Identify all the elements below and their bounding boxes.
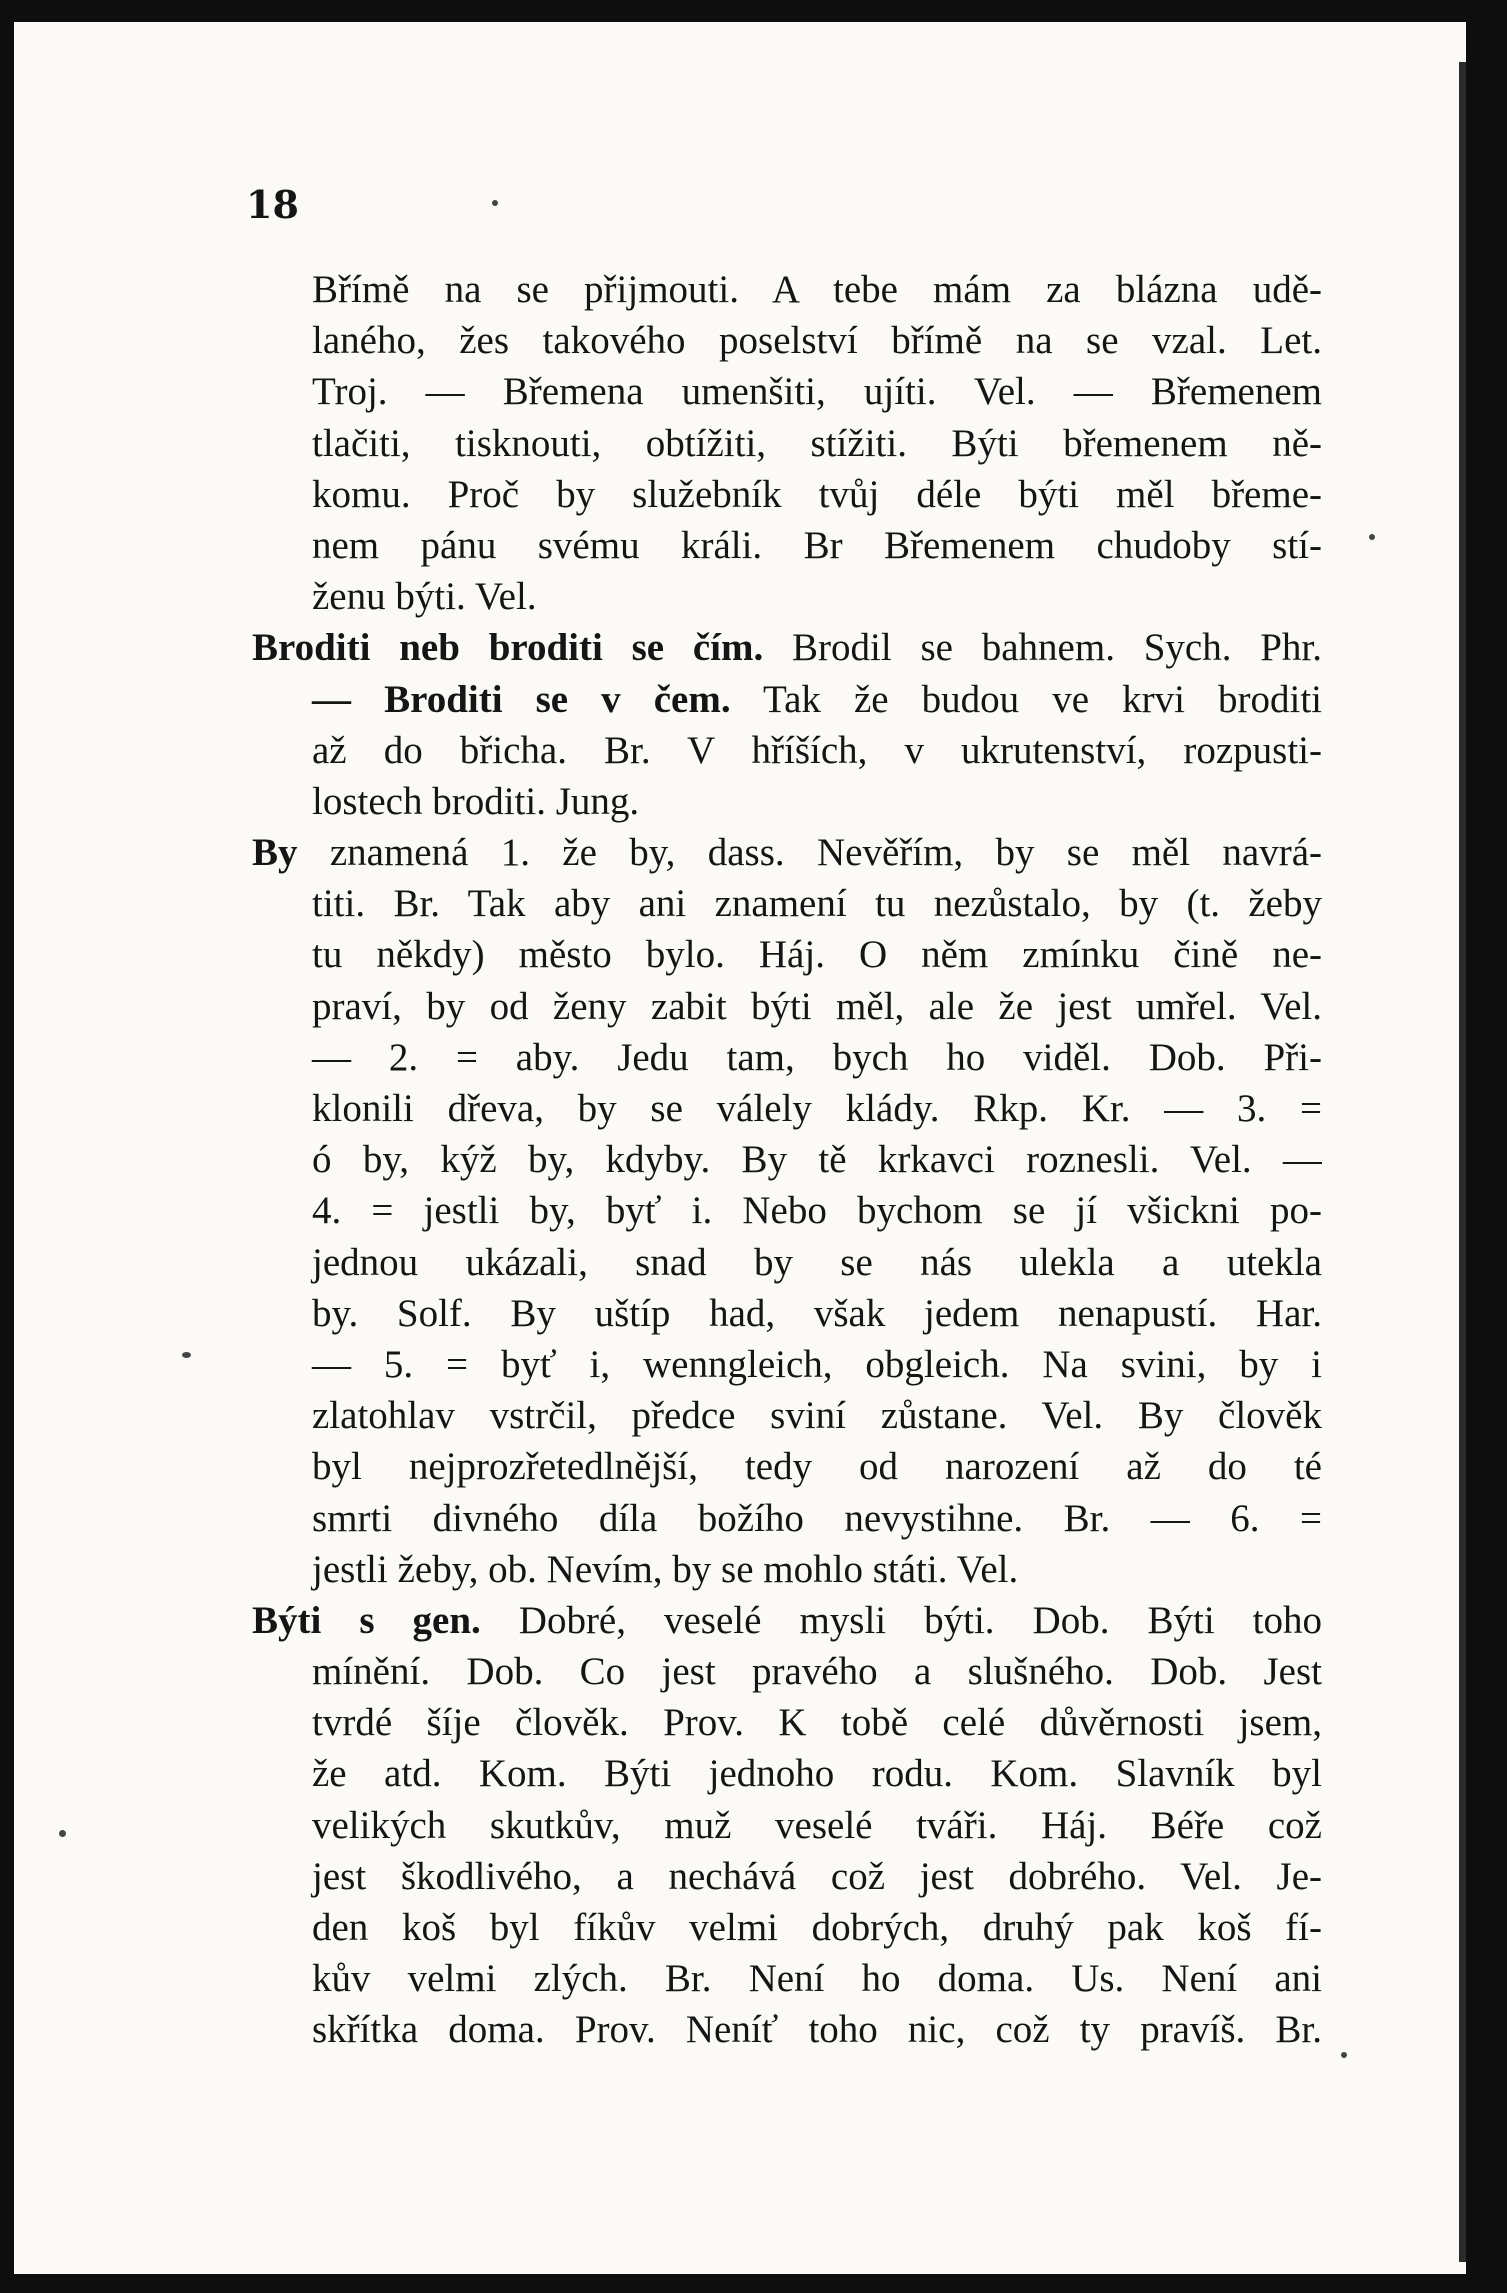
- text-line: [252, 1595, 1322, 1646]
- text-line: jestli žeby, ob. Nevím, by se mohlo státi. Vel.: [312, 1547, 1019, 1591]
- text-line: — 5. = byť i, wenngleich, obgleich. Na svini, by i: [312, 1342, 1322, 1386]
- text-line: [252, 827, 1322, 878]
- print-speck: [59, 1830, 66, 1837]
- text-line: až do břicha. Br. V hříších, v ukrutenství, rozpusti-: [312, 728, 1322, 772]
- book-page: [14, 22, 1466, 2274]
- text-line: skřítka doma. Prov. Neníť toho nic, což ty pravíš. Br.: [312, 2008, 1322, 2052]
- entry-headword: Broditi neb broditi se čím.: [252, 626, 764, 670]
- text-line: lostech broditi. Jung.: [312, 779, 640, 823]
- text-line: [252, 622, 1322, 673]
- text-line: jednou ukázali, snad by se nás ulekla a utekla: [312, 1240, 1322, 1284]
- entry-text: Tak že budou ve krvi broditi: [730, 677, 1322, 721]
- text-line: byl nejprozřetedlnější, tedy od narození až do té: [312, 1445, 1322, 1489]
- text-line: mínění. Dob. Co jest pravého a slušného. Dob. Jest: [312, 1650, 1322, 1694]
- text-line: tvrdé šíje člověk. Prov. K tobě celé důvěrnosti jsem,: [312, 1701, 1322, 1745]
- text-line: Břímě na se přijmouti. A tebe mám za blázna udě-: [312, 268, 1322, 311]
- text-line: velikých skutkův, muž veselé tváři. Háj. Béře což: [312, 1803, 1322, 1847]
- print-speck: [182, 1352, 191, 1358]
- text-line: praví, by od ženy zabit býti měl, ale že jest umřel. Vel.: [312, 984, 1322, 1028]
- text-line: [252, 674, 1322, 725]
- text-line: 4. = jestli by, byť i. Nebo bychom se jí všickni po-: [312, 1189, 1322, 1233]
- page-edge-shadow: [1459, 62, 1466, 2262]
- entry-text: Dobré, veselé mysli býti. Dob. Býti toho: [480, 1598, 1322, 1642]
- text-line: tlačiti, tisknouti, obtížiti, stížiti. Býti břemenem ně-: [312, 421, 1322, 465]
- entry-headword: By: [252, 831, 298, 875]
- entry-headword: — Broditi se v čem.: [312, 677, 731, 721]
- text-line: laného, žes takového poselství břímě na se vzal. Let.: [312, 319, 1322, 363]
- text-line: komu. Proč by služebník tvůj déle býti měl břeme-: [312, 472, 1322, 516]
- text-line: nem pánu svému králi. Br Břemenem chudoby stí-: [312, 523, 1322, 567]
- text-line: by. Solf. By uštíp had, však jedem nenapustí. Har.: [312, 1291, 1322, 1335]
- text-line: den koš byl fíkův velmi dobrých, druhý pak koš fí-: [312, 1906, 1322, 1949]
- text-line: ó by, kýž by, kdyby. By tě krkavci roznesli. Vel. —: [312, 1138, 1322, 1182]
- text-line: smrti divného díla božího nevystihne. Br. — 6. =: [312, 1496, 1322, 1540]
- text-line: kův velmi zlých. Br. Není ho doma. Us. Není ani: [312, 1957, 1322, 2001]
- text-line: klonili dřeva, by se válely klády. Rkp. Kr. — 3. =: [312, 1087, 1322, 1130]
- entry-headword: Býti s gen.: [252, 1598, 481, 1642]
- dictionary-text: [252, 264, 1322, 2056]
- text-line: že atd. Kom. Býti jednoho rodu. Kom. Slavník byl: [312, 1752, 1322, 1796]
- text-line: tu někdy) město bylo. Háj. O něm zmínku čině ne-: [312, 933, 1322, 977]
- text-line: Troj. — Břemena umenšiti, ujíti. Vel. — Břemenem: [312, 370, 1322, 414]
- text-line: jest škodlivého, a nechává což jest dobrého. Vel. Je-: [312, 1854, 1322, 1898]
- print-speck: [1341, 2052, 1347, 2058]
- entry-text: Brodil se bahnem. Sych. Phr.: [763, 626, 1322, 670]
- text-line: ženu býti. Vel.: [312, 575, 537, 619]
- print-speck: [1369, 534, 1375, 540]
- page-number: 18: [246, 182, 299, 227]
- entry-text: znamená 1. že by, dass. Nevěřím, by se měl navrá-: [297, 831, 1322, 875]
- text-line: — 2. = aby. Jedu tam, bych ho viděl. Dob. Při-: [312, 1035, 1322, 1079]
- text-line: zlatohlav vstrčil, předce sviní zůstane. Vel. By člověk: [312, 1394, 1322, 1438]
- print-speck: [492, 200, 498, 206]
- text-line: titi. Br. Tak aby ani znamení tu nezůstalo, by (t. žeby: [312, 882, 1322, 926]
